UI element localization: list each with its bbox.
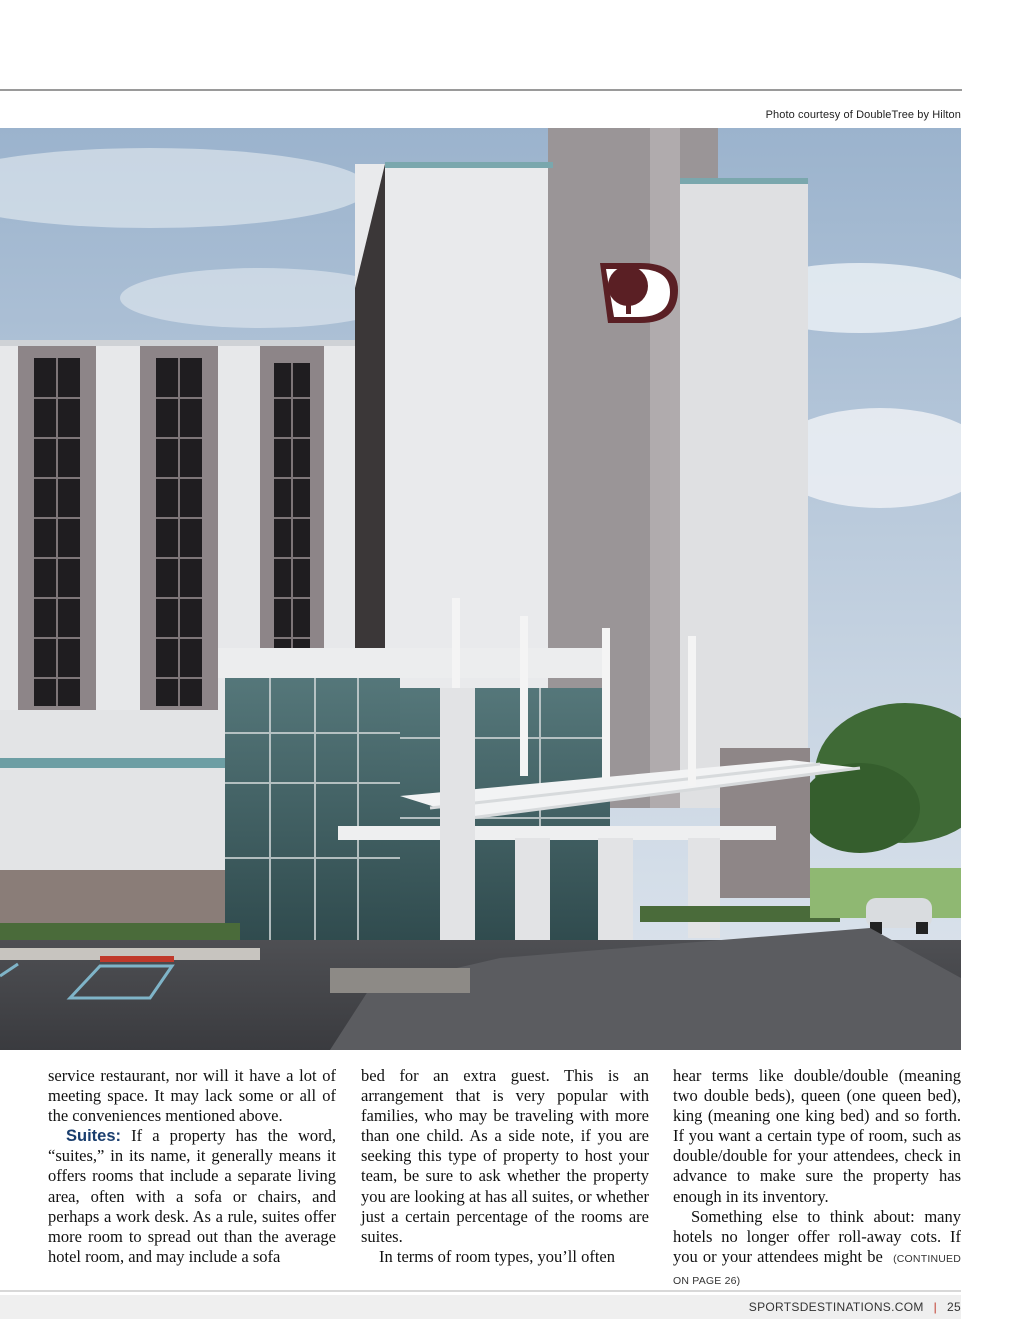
paragraph-text: If a property has the word, “suites,” in its name, it generally means it offers rooms that include a separate living area, often with a sofa or chairs, and perhaps a work desk. As a rule, suites offer more room to spread out than the average hotel room, and may include a sofa bbox=[48, 1126, 336, 1266]
footer-rule bbox=[0, 1290, 961, 1292]
page-number: 25 bbox=[947, 1300, 961, 1314]
continued-note: (CONTINUED ON PAGE 26) bbox=[673, 1252, 961, 1287]
paragraph: hear terms like double/double (meaning two double beds), queen (one queen bed), king (meaning one king bed) and so forth. If you want a certain type of room, such as double/double for your attendees, check in advance to make sure the property has enough in its inventory. bbox=[673, 1066, 961, 1206]
top-rule bbox=[0, 89, 962, 91]
footer-separator: | bbox=[933, 1300, 938, 1314]
text-column-2 bbox=[361, 1066, 649, 1267]
paragraph: bed for an extra guest. This is an arrangement that is very popular with families, who may be traveling with more than one child. As a side note, if you are seeking this type of property to host your team, be sure to ask whether the property you are looking at has all suites, or whether just a certain percentage of the rooms are suites. bbox=[361, 1066, 649, 1246]
paragraph-text: Something else to think about: many hotels no longer offer roll-away cots. If you or your attendees might be bbox=[673, 1206, 961, 1266]
text-column-1 bbox=[48, 1066, 336, 1267]
suites-lead: Suites: bbox=[66, 1127, 122, 1146]
paragraph: In terms of room types, you’ll often bbox=[379, 1246, 615, 1266]
page-footer bbox=[749, 1297, 961, 1317]
paragraph bbox=[673, 1207, 961, 1291]
footer-site: SPORTSDESTINATIONS.COM bbox=[748, 1300, 924, 1314]
paragraph: service restaurant, nor will it have a lot of meeting space. It may lack some or all of the conveniences mentioned above. bbox=[48, 1066, 336, 1126]
text-column-3 bbox=[673, 1066, 961, 1291]
hotel-photo bbox=[0, 128, 961, 1050]
photo-credit: Photo courtesy of DoubleTree by Hilton bbox=[765, 109, 961, 121]
paragraph-suites bbox=[48, 1126, 336, 1267]
